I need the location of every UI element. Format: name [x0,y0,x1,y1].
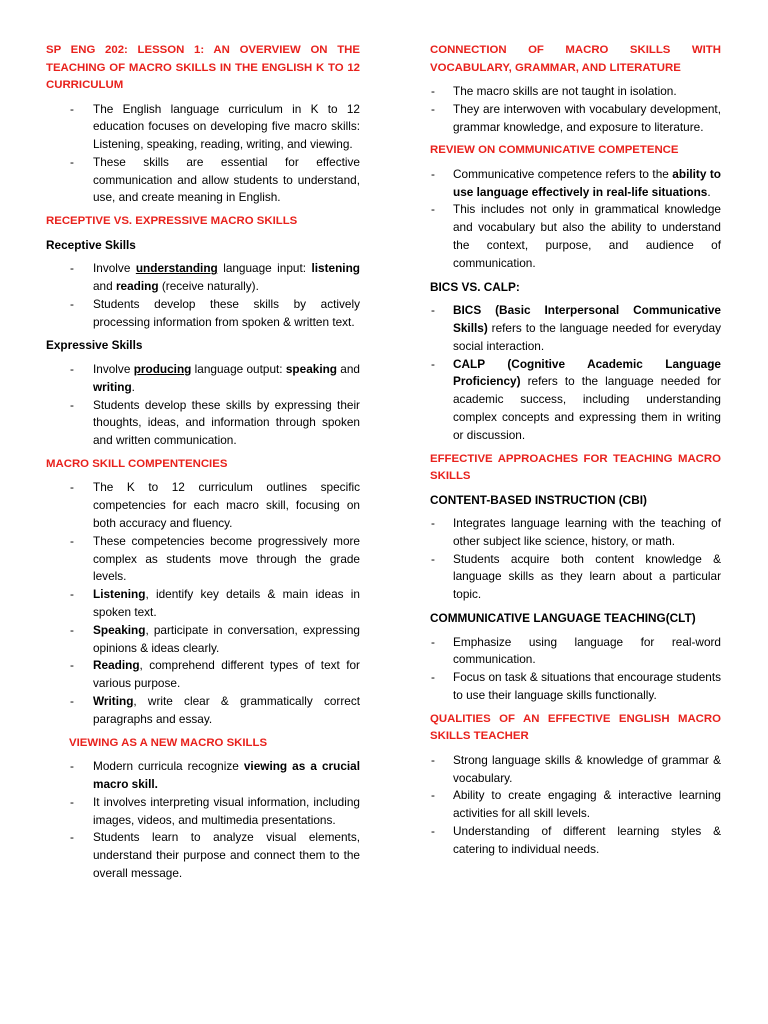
subheading-bics-calp: BICS VS. CALP: [430,279,520,294]
subheading-clt: COMMUNICATIVE LANGUAGE TEACHING(CLT) [430,611,696,626]
section-heading-connection: CONNECTION OF MACRO SKILLS WITH VOCABULARY, GRAMMAR, AND LITERATURE [430,44,721,74]
list-item: - The macro skills are not taught in isolation. [430,83,721,101]
section-heading-qualities: QUALITIES OF AN EFFECTIVE ENGLISH MACRO SKILLS TEACHER [430,712,721,743]
section-heading-receptive-expressive: RECEPTIVE VS. EXPRESSIVE MACRO SKILLS [46,215,298,228]
list-item: - This includes not only in grammatical knowledge and vocabulary but also the ability to understand the context, purpose, and audience of communication. [430,201,721,272]
competencies-list [46,479,360,728]
right-column [430,42,721,865]
list-item: - Involve producing language output: speaking and writing. [46,361,360,397]
list-item: - Students acquire both content knowledge & language skills as they learn about a particular topic. [430,551,721,604]
list-item: - BICS (Basic Interpersonal Communicative Skills) refers to the language needed for everyday social interaction. [430,302,721,355]
left-column [46,42,360,889]
list-item: - Speaking, participate in conversation, expressing opinions & ideas clearly. [46,622,360,658]
list-item: - Strong language skills & knowledge of grammar & vocabulary. [430,752,721,788]
document-title: SP ENG 202: LESSON 1: AN OVERVIEW ON THE TEACHING OF MACRO SKILLS IN THE ENGLISH K TO 12 CURRICULUM [46,44,360,91]
list-item: - The K to 12 curriculum outlines specific competencies for each macro skill, focusing on both accuracy and fluency. [46,479,360,532]
list-item: - It involves interpreting visual information, including images, videos, and multimedia presentations. [46,794,360,830]
subheading-cbi: CONTENT-BASED INSTRUCTION (CBI) [430,492,647,507]
list-item: - Writing, write clear & grammatically correct paragraphs and essay. [46,693,360,729]
list-item: - They are interwoven with vocabulary development, grammar knowledge, and exposure to literature. [430,101,721,137]
qualities-list [430,752,721,859]
list-item: - Listening, identify key details & main ideas in spoken text. [46,586,360,622]
cbi-list [430,515,721,604]
list-item: - Ability to create engaging & interactive learning activities for all skill levels. [430,787,721,823]
list-item: - These competencies become progressively more complex as students move through the grade levels. [46,533,360,586]
intro-list [46,101,360,208]
section-heading-competencies: MACRO SKILL COMPENTENCIES [46,457,228,470]
subheading-receptive: Receptive Skills [46,237,136,252]
clt-list [430,634,721,705]
connection-list [430,83,721,136]
bics-list [430,302,721,444]
list-item: - Students learn to analyze visual elements, understand their purpose and connect them to the overall message. [46,829,360,882]
list-item: - Understanding of different learning styles & catering to individual needs. [430,823,721,859]
list-item: - CALP (Cognitive Academic Language Proficiency) refers to the language needed for academic success, including understanding complex concepts and expressing them in writing or discussion. [430,356,721,445]
list-item: - Emphasize using language for real-word communication. [430,634,721,670]
receptive-list [46,260,360,331]
competence-list [430,166,721,273]
subheading-expressive: Expressive Skills [46,338,143,353]
list-item: - Students develop these skills by expressing their thoughts, ideas, and information through spoken and written communication. [46,397,360,450]
list-item: - Modern curricula recognize viewing as a crucial macro skill. [46,758,360,794]
section-heading-viewing: VIEWING AS A NEW MACRO SKILLS [69,736,268,749]
section-heading-competence: REVIEW ON COMMUNICATIVE COMPETENCE [430,144,679,157]
list-item: - Students develop these skills by actively processing information from spoken & written text. [46,296,360,332]
viewing-list [46,758,360,883]
list-item: - Reading, comprehend different types of text for various purpose. [46,657,360,693]
list-item: - These skills are essential for effective communication and allow students to understand, use, and create meaning in English. [46,154,360,207]
list-item: - Integrates language learning with the teaching of other subject like science, history, or math. [430,515,721,551]
section-heading-approaches: EFFECTIVE APPROACHES FOR TEACHING MACRO SKILLS [430,452,721,483]
list-item: - Focus on task & situations that encourage students to use their language skills functionally. [430,669,721,705]
expressive-list [46,361,360,450]
list-item: - The English language curriculum in K to 12 education focuses on developing five macro skills: Listening, speaking, reading, writing, and viewing. [46,101,360,154]
list-item: - Involve understanding language input: listening and reading (receive naturally). [46,260,360,296]
list-item: - Communicative competence refers to the ability to use language effectively in real-life situations. [430,166,721,202]
